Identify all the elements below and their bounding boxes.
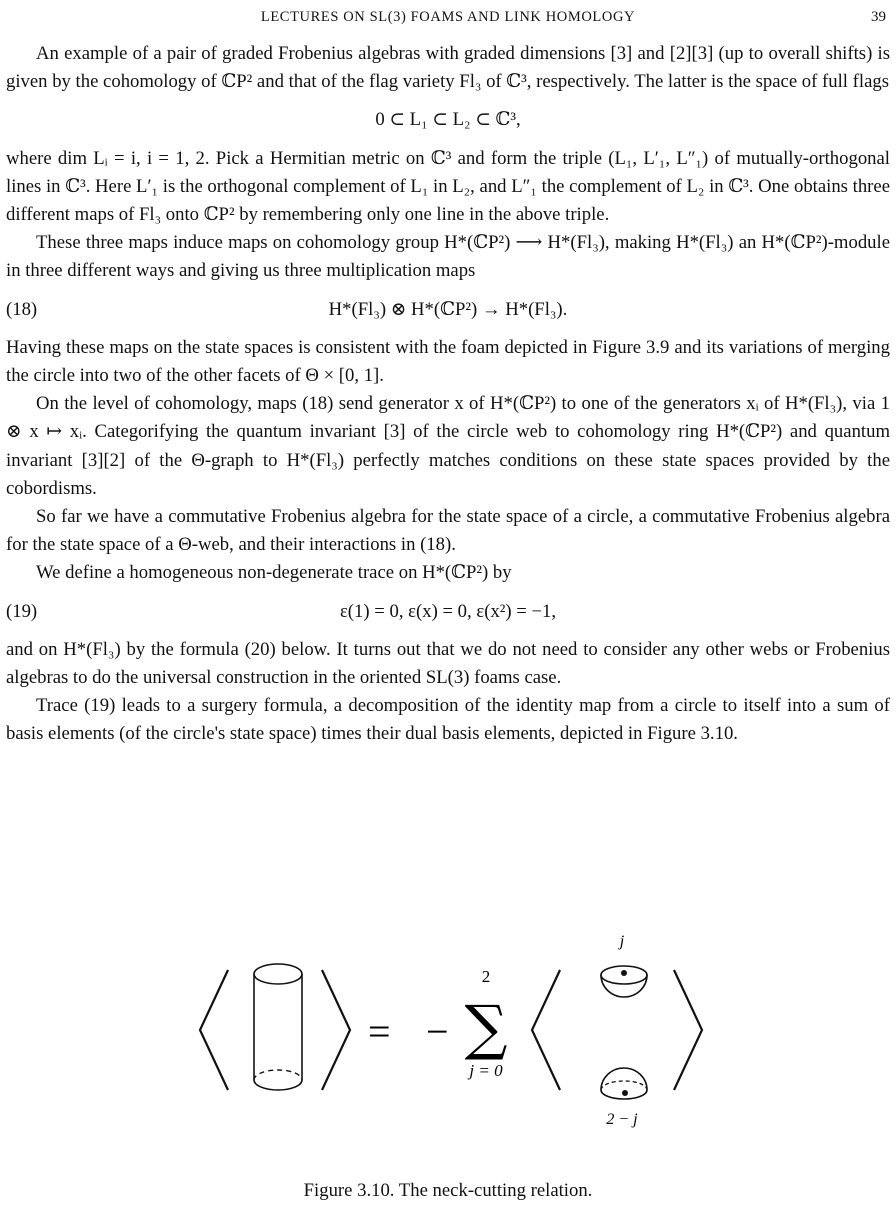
equation-19 bbox=[6, 598, 890, 626]
left-angle-bracket-2 bbox=[532, 970, 560, 1090]
right-angle-bracket-2 bbox=[674, 970, 702, 1090]
minus-sign: − bbox=[426, 1009, 449, 1054]
running-title: LECTURES ON SL(3) FOAMS AND LINK HOMOLOGY bbox=[260, 9, 636, 25]
equation-flags: 0 ⊂ L₁ ⊂ L₂ ⊂ ℂ³, bbox=[375, 109, 521, 131]
cup-bottom-label: 2 − j bbox=[606, 1111, 638, 1128]
equation-18-body: H*(Fl₃) ⊗ H*(ℂP²) → H*(Fl₃). bbox=[328, 298, 568, 320]
cap-top-label: j bbox=[619, 933, 625, 950]
paragraph-three-maps: These three maps induce maps on cohomology group H*(ℂP²) ⟶ H*(Fl₃), making H*(Fl₃) an H*(ℂP²)-module in three different ways and giving us three multiplication maps bbox=[6, 232, 890, 282]
neck-cutting-diagram bbox=[0, 928, 896, 1138]
right-angle-bracket bbox=[322, 970, 350, 1090]
sum-upper-limit: 2 bbox=[481, 967, 491, 986]
paragraph-surgery-formula: Trace (19) leads to a surgery formula, a decomposition of the identity map from a circle to itself into a sum of basis elements (of the circle's state space) times their dual basis elements, depicted in Figure 3.10. bbox=[6, 695, 890, 745]
figure-neck-cutting bbox=[0, 928, 896, 1138]
equals-sign: = bbox=[368, 1009, 391, 1054]
equation-number-19: (19) bbox=[6, 600, 38, 622]
paragraph-cohomology-level: On the level of cohomology, maps (18) send generator x of H*(ℂP²) to one of the generators xᵢ of H*(Fl₃), via 1 ⊗ x ↦ xᵢ. Categorifying the quantum invariant [3] of the circle web to cohomology ring H*(ℂP²) and quantum invariant [3][2] of the Θ-graph to H*(Fl₃) perfectly matches conditions on these state spaces provided by the cobordisms. bbox=[6, 393, 890, 499]
paragraph-frobenius-example: An example of a pair of graded Frobenius algebras with graded dimensions [3] and [2][3] (up to overall shifts) is given by the cohomology of ℂP² and that of the flag variety Fl₃ of ℂ³, respectively. The latter is the space of full flags bbox=[6, 43, 890, 93]
page-number: 39 bbox=[871, 9, 886, 25]
paragraph-hermitian-metric: where dim Lᵢ = i, i = 1, 2. Pick a Hermitian metric on ℂ³ and form the triple (L₁, L′₁, L″₁) of mutually-orthogonal lines in ℂ³. Here L′₁ is the orthogonal complement of L₁ in L₂, and L″₁ the complement of L₂ in ℂ³. One obtains three different maps of Fl₃ onto ℂP² by remembering only one line in the above triple. bbox=[6, 147, 890, 226]
equation-19-body: ε(1) = 0, ε(x) = 0, ε(x²) = −1, bbox=[339, 600, 557, 622]
paragraph-consistency: Having these maps on the state spaces is consistent with the foam depicted in Figure 3.9 and its variations of merging the circle into two of the other facets of Θ × [0, 1]. bbox=[6, 336, 890, 387]
cylinder-icon bbox=[254, 964, 302, 1090]
equation-number-18: (18) bbox=[6, 298, 38, 320]
equation-18 bbox=[6, 296, 890, 324]
sum-symbol: ∑ bbox=[464, 993, 508, 1063]
paragraph-so-far: So far we have a commutative Frobenius algebra for the state space of a circle, a commutative Frobenius algebra for the state space of a Θ-web, and their interactions in (18). bbox=[6, 506, 890, 556]
paragraph-fl3-trace: and on H*(Fl₃) by the formula (20) below. It turns out that we do not need to consider any other webs or Frobenius algebras to do the universal construction in the oriented SL(3) foams case. bbox=[6, 638, 890, 689]
left-angle-bracket bbox=[200, 970, 228, 1090]
cap-top-icon bbox=[601, 966, 647, 997]
sum-lower-limit: j = 0 bbox=[469, 1061, 503, 1080]
cup-bottom-icon bbox=[601, 1068, 647, 1099]
body-text bbox=[6, 40, 890, 749]
running-header bbox=[0, 6, 896, 34]
figure-caption: Figure 3.10. The neck-cutting relation. bbox=[303, 1180, 593, 1201]
paragraph-define-trace: We define a homogeneous non-degenerate trace on H*(ℂP²) by bbox=[36, 562, 512, 584]
